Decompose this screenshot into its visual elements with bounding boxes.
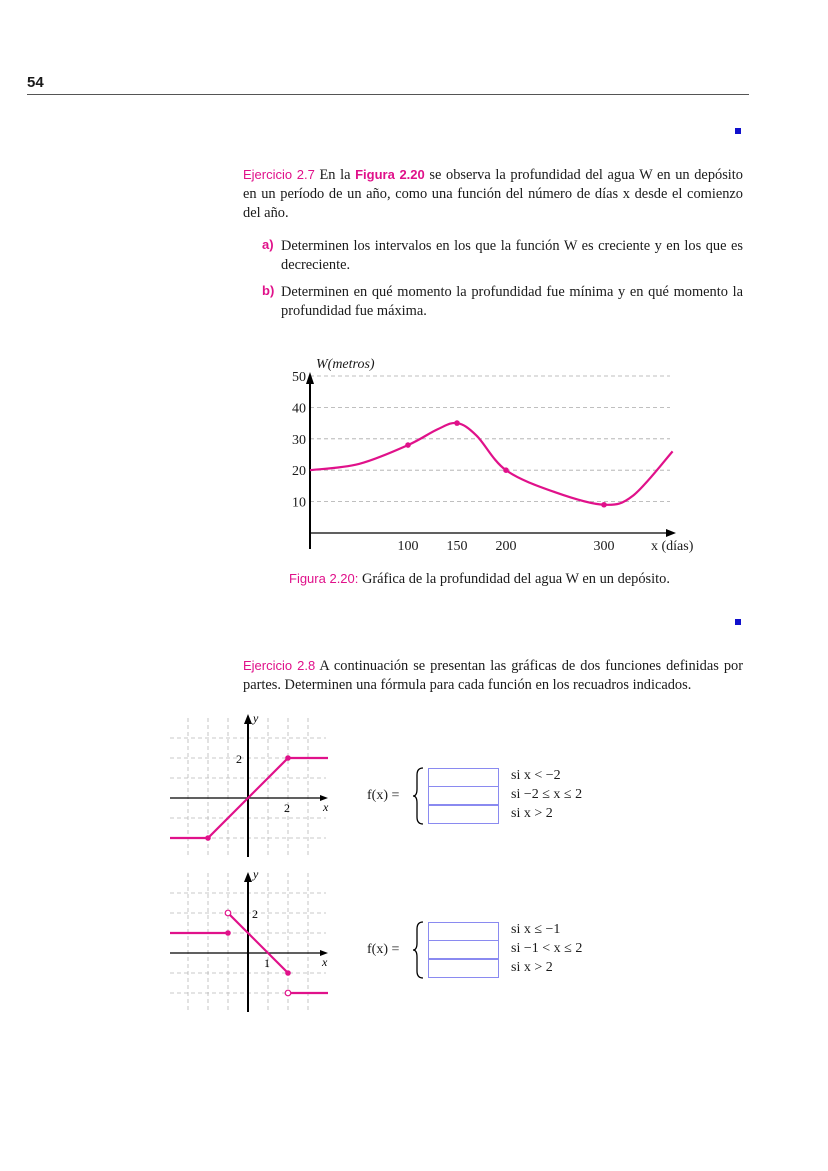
x-axis-label: x	[323, 800, 329, 814]
x-tick-label: 1	[264, 956, 270, 970]
open-point	[225, 910, 231, 916]
condition-2: si −2 ≤ x ≤ 2	[511, 787, 583, 802]
exercise-2-7-statement: Ejercicio 2.7 En la Figura 2.20 se observa la profundidad del agua W en un depósito en un período de un año, como una función del número de días x desde el comienzo del año.	[243, 167, 744, 221]
exercise-label: Ejercicio 2.7	[243, 167, 315, 182]
y-tick-label: 20	[292, 464, 306, 480]
fx-label: f(x) =	[367, 942, 400, 957]
water-depth-chart	[270, 350, 710, 560]
figure-reference: Figura 2.20	[355, 167, 425, 182]
condition-3: si x > 2	[511, 806, 553, 821]
exercise-2-8-statement: Ejercicio 2.8 A continuación se presentan las gráficas de dos funciones definidas por partes. Determinen una fórmula para cada función en los recuadros indicados.	[243, 658, 744, 693]
header-rule	[27, 94, 749, 95]
item-label: b)	[262, 283, 275, 298]
condition-1: si x ≤ −1	[511, 922, 561, 937]
x-tick-label: 100	[397, 539, 419, 554]
y-axis-label: y	[253, 712, 259, 725]
y-axis-label: y	[253, 867, 259, 881]
formula-input-box-1[interactable]	[428, 768, 499, 787]
y-axis-arrow-icon	[244, 872, 252, 882]
y-tick-label: 10	[292, 495, 306, 511]
x-axis-arrow-icon	[666, 529, 676, 537]
closed-point	[285, 755, 291, 761]
y-tick-label: 30	[292, 432, 306, 448]
formula-input-box-3[interactable]	[428, 959, 499, 978]
y-tick-label: 2	[236, 752, 242, 766]
y-tick-label: 40	[292, 401, 306, 417]
formula-input-box-3[interactable]	[428, 805, 499, 824]
end-of-proof-mark	[735, 128, 741, 134]
x-tick-label: 300	[593, 539, 615, 554]
item-text: Determinen en qué momento la profundidad fue mínima y en qué momento la profundidad fue máxima.	[281, 284, 743, 319]
x-tick-label: 200	[495, 539, 517, 554]
exercise-2-7-item-a	[262, 237, 743, 275]
data-point	[454, 420, 460, 426]
formula-input-box-2[interactable]	[428, 940, 499, 959]
data-point	[405, 442, 411, 448]
formula-input-box-1[interactable]	[428, 922, 499, 941]
closed-point	[205, 835, 211, 841]
item-label: a)	[262, 237, 274, 252]
y-tick-label: 2	[252, 907, 258, 921]
y-tick-label: 50	[292, 370, 306, 385]
left-brace-icon	[412, 921, 426, 979]
figure-caption-label: Figura 2.20:	[289, 571, 359, 586]
function-segment-2	[228, 913, 288, 973]
piecewise-graph-2	[165, 866, 335, 1016]
series-line-W	[310, 423, 673, 505]
exercise-label: Ejercicio 2.8	[243, 658, 316, 673]
closed-point	[285, 970, 291, 976]
y-axis-arrow-icon	[244, 714, 252, 724]
exercise-2-7-item-b	[262, 283, 743, 321]
item-text: Determinen los intervalos en los que la función W es creciente y en los que es decreciente.	[281, 238, 743, 273]
y-axis-label: W(metros)	[316, 357, 375, 372]
closed-point	[225, 930, 231, 936]
fx-label: f(x) =	[367, 788, 400, 803]
x-tick-label: 2	[284, 801, 290, 815]
condition-1: si x < −2	[511, 768, 561, 783]
end-of-proof-mark	[735, 619, 741, 625]
x-axis-label: x (días)	[651, 539, 694, 554]
condition-3: si x > 2	[511, 960, 553, 975]
figure-caption: Figura 2.20: Gráfica de la profundidad del agua W en un depósito.	[289, 571, 670, 587]
x-tick-label: 150	[446, 539, 468, 554]
data-point	[601, 502, 607, 508]
condition-2: si −1 < x ≤ 2	[511, 941, 583, 956]
y-axis-arrow-icon	[306, 372, 314, 384]
formula-input-box-2[interactable]	[428, 786, 499, 805]
left-brace-icon	[412, 767, 426, 825]
open-point	[285, 990, 291, 996]
x-axis-label: x	[322, 955, 328, 969]
page-number: 54	[27, 74, 44, 91]
data-point	[503, 467, 509, 473]
piecewise-graph-1	[165, 712, 335, 860]
